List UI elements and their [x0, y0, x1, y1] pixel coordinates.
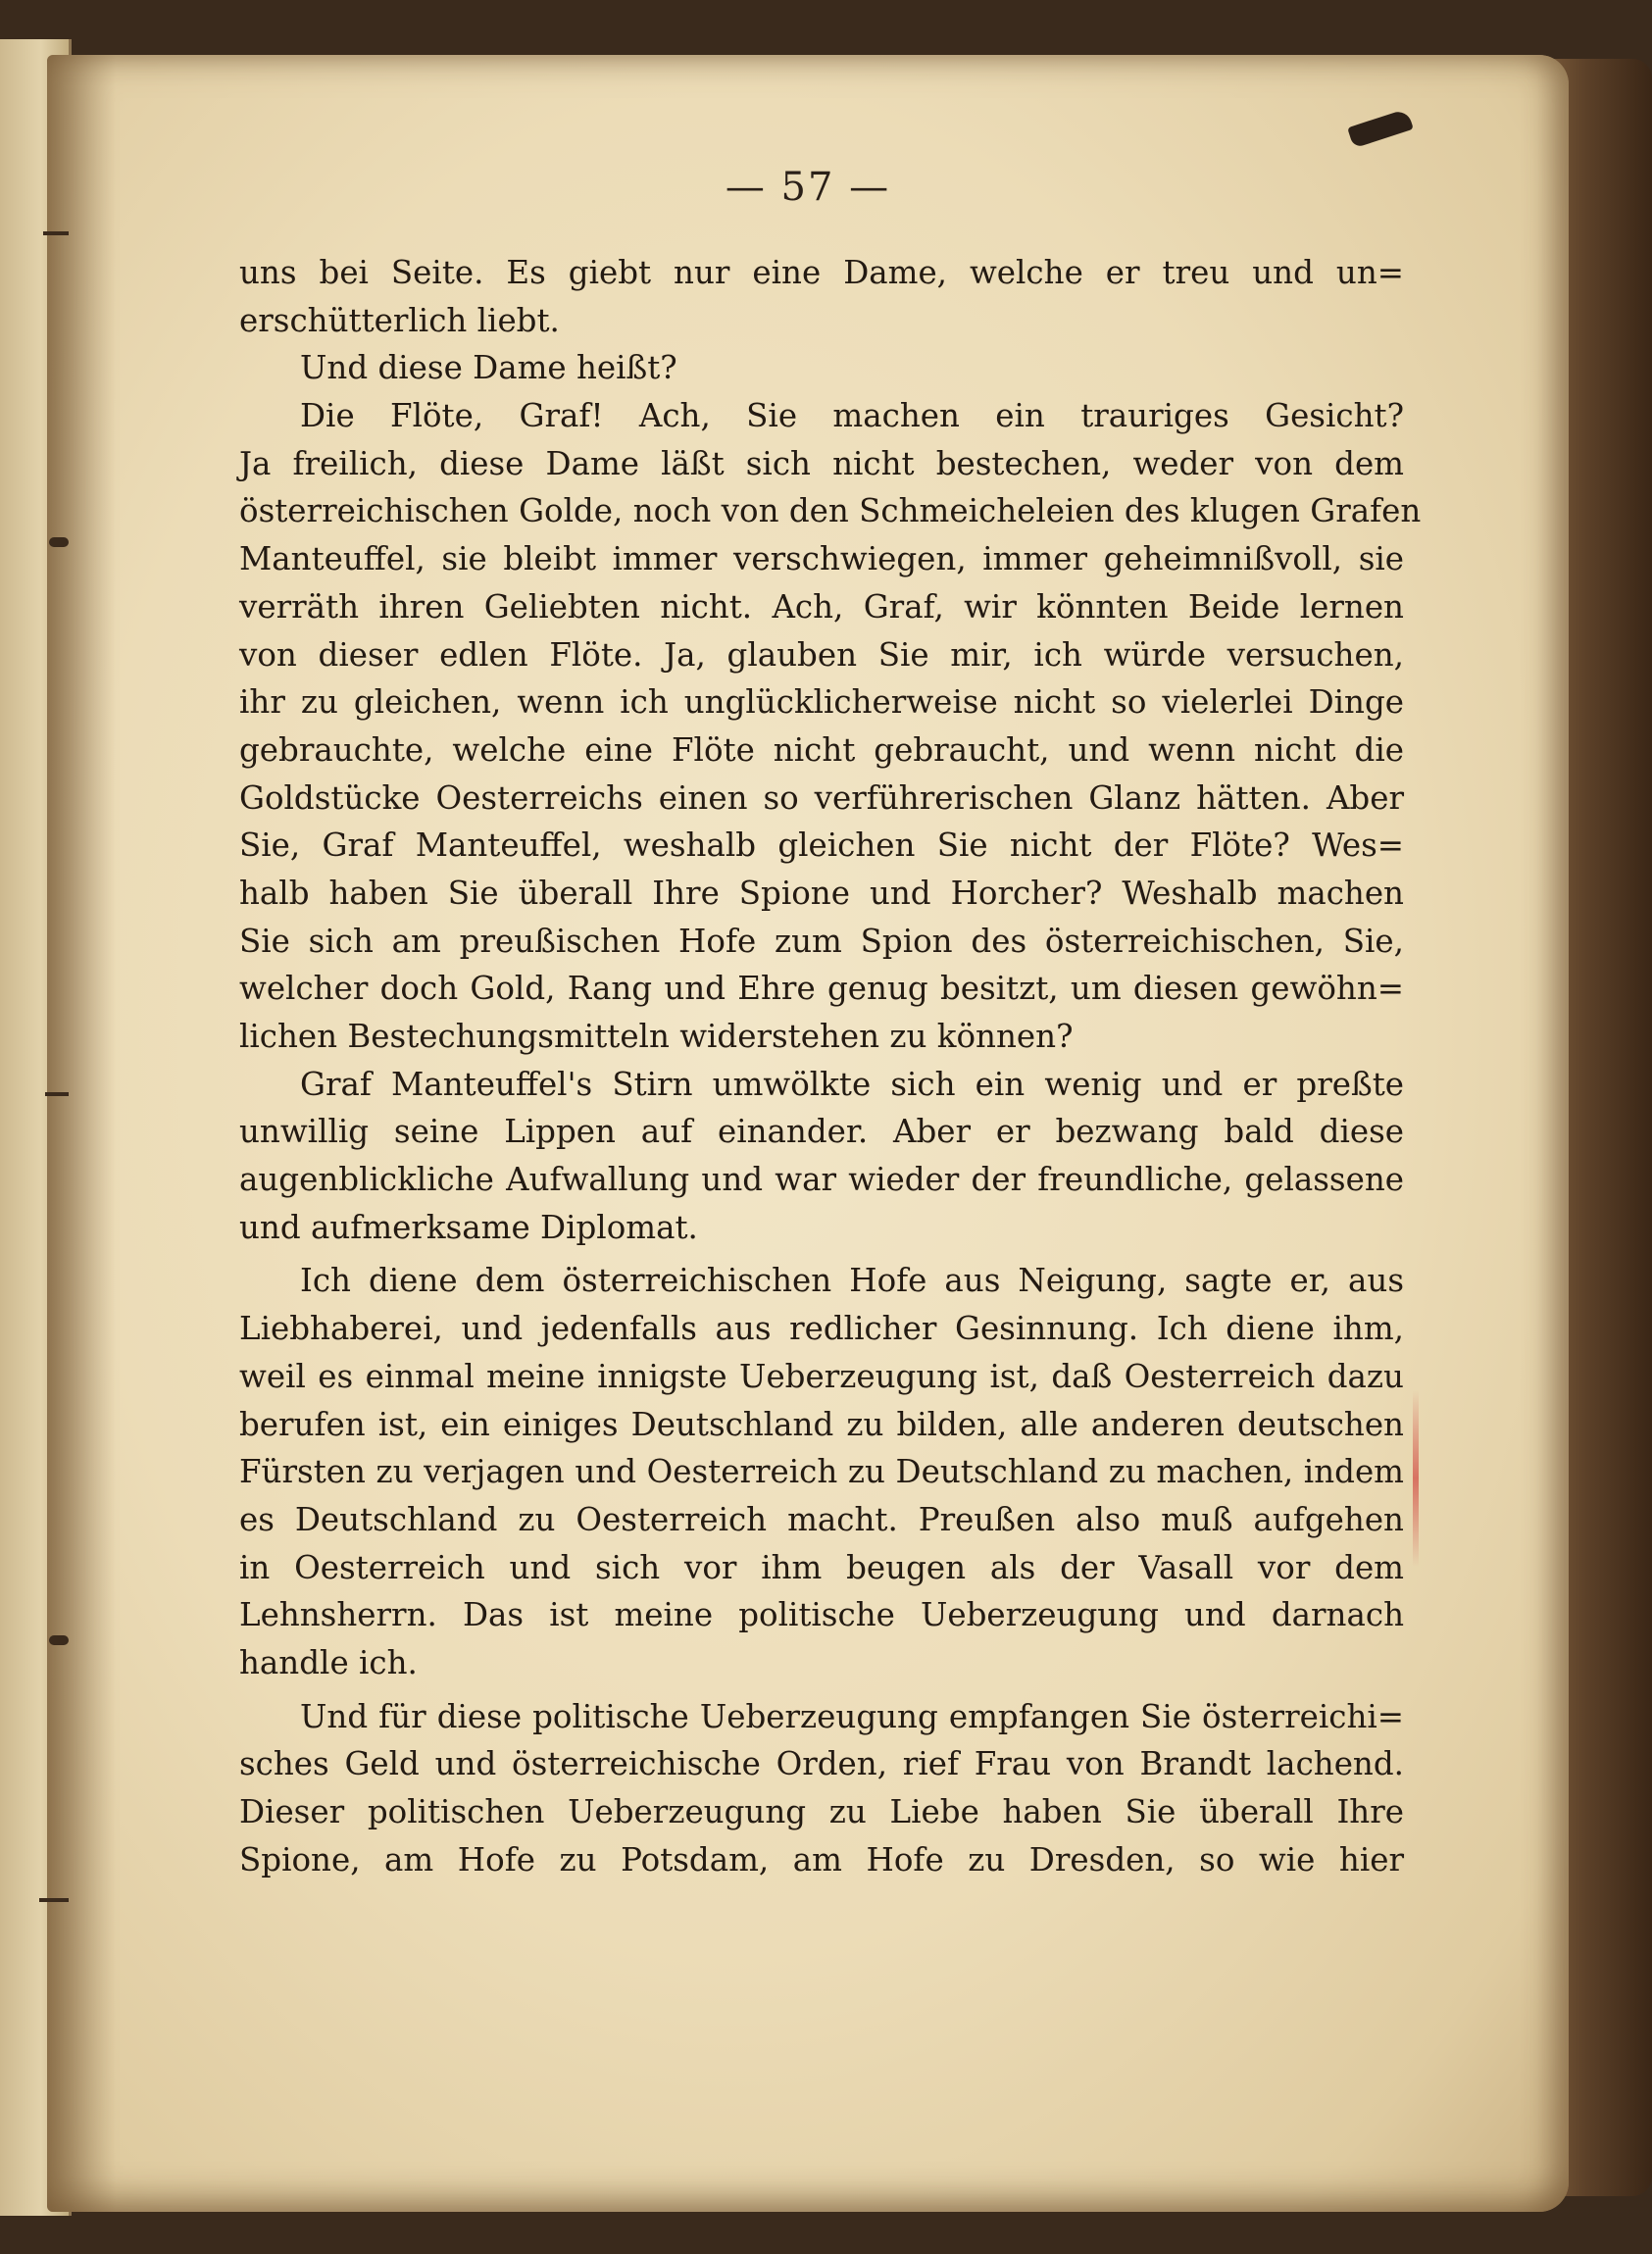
- margin-tick: [39, 1898, 69, 1902]
- text-line: von dieser edlen Flöte. Ja, glauben Sie mir, ich würde versuchen,: [239, 635, 1404, 674]
- text-line: in Oesterreich und sich vor ihm beugen als der Vasall vor dem: [239, 1548, 1404, 1586]
- text-line: und aufmerksame Diplomat.: [239, 1208, 698, 1246]
- text-line: berufen ist, ein einiges Deutschland zu bilden, alle anderen deutschen: [239, 1405, 1404, 1443]
- text-line: augenblickliche Aufwallung und war wieder der freundliche, gelassene: [239, 1161, 1404, 1199]
- text-line: Und für diese politische Ueberzeugung empfangen Sie österreichi=: [300, 1697, 1404, 1735]
- text-line: Dieser politischen Ueberzeugung zu Liebe haben Sie überall Ihre: [239, 1793, 1404, 1830]
- text-line: erschütterlich liebt.: [239, 301, 560, 339]
- text-line: unwillig seine Lippen auf einander. Aber er bezwang bald diese: [239, 1113, 1404, 1151]
- text-line: Sie, Graf Manteuffel, weshalb gleichen Sie nicht der Flöte? Wes=: [239, 826, 1404, 865]
- red-margin-mark: [1413, 1390, 1419, 1567]
- text-line: Ich diene dem österreichischen Hofe aus Neigung, sagte er, aus: [300, 1262, 1404, 1300]
- text-line: lichen Bestechungsmitteln widerstehen zu können?: [239, 1018, 1074, 1055]
- text-line: Spione, am Hofe zu Potsdam, am Hofe zu Dresden, so wie hier: [239, 1840, 1404, 1878]
- margin-tick: [49, 537, 69, 547]
- text-line: handle ich.: [239, 1643, 418, 1681]
- page-gutter: [47, 55, 116, 2212]
- text-line: Ja freilich, diese Dame läßt sich nicht bestechen, weder von dem: [239, 444, 1404, 482]
- text-line: Sie sich am preußischen Hofe zum Spion des österreichischen, Sie,: [239, 922, 1404, 960]
- text-line: Manteuffel, sie bleibt immer verschwiegen, immer geheimnißvoll, sie: [239, 540, 1404, 578]
- text-line: weil es einmal meine innigste Ueberzeugung ist, daß Oesterreich dazu: [239, 1357, 1404, 1395]
- book-page: [47, 55, 1569, 2212]
- margin-tick: [43, 231, 69, 235]
- margin-tick: [45, 1092, 69, 1096]
- text-line: halb haben Sie überall Ihre Spione und Horcher? Weshalb machen: [239, 874, 1404, 912]
- text-line: sches Geld und österreichische Orden, rief Frau von Brandt lachend.: [239, 1745, 1404, 1783]
- text-line: österreichischen Golde, noch von den Schmeicheleien des klugen Grafen: [239, 492, 1422, 530]
- text-line: uns bei Seite. Es giebt nur eine Dame, welche er treu und un=: [239, 254, 1404, 291]
- text-line: Liebhaberei, und jedenfalls aus redlicher Gesinnung. Ich diene ihm,: [239, 1310, 1404, 1348]
- text-line: Die Flöte, Graf! Ach, Sie machen ein trauriges Gesicht?: [300, 397, 1404, 435]
- page-number: — 57 —: [725, 165, 891, 210]
- text-line: Graf Manteuffel's Stirn umwölkte sich ein wenig und er preßte: [300, 1065, 1404, 1103]
- text-line: Fürsten zu verjagen und Oesterreich zu Deutschland zu machen, indem: [239, 1453, 1404, 1491]
- page-text: [239, 249, 1422, 1883]
- text-line: gebrauchte, welche eine Flöte nicht gebraucht, und wenn nicht die: [239, 730, 1404, 769]
- text-line: Und diese Dame heißt?: [300, 349, 677, 387]
- margin-tick: [49, 1635, 69, 1645]
- text-line: verräth ihren Geliebten nicht. Ach, Graf, wir könnten Beide lernen: [239, 587, 1404, 626]
- text-line: Goldstücke Oesterreichs einen so verführerischen Glanz hätten. Aber: [239, 778, 1404, 817]
- text-line: es Deutschland zu Oesterreich macht. Preußen also muß aufgehen: [239, 1500, 1404, 1538]
- text-line: ihr zu gleichen, wenn ich unglücklicherweise nicht so vielerlei Dinge: [239, 683, 1404, 722]
- text-line: welcher doch Gold, Rang und Ehre genug besitzt, um diesen gewöhn=: [239, 970, 1404, 1008]
- text-line: Lehnsherrn. Das ist meine politische Ueberzeugung und darnach: [239, 1596, 1404, 1634]
